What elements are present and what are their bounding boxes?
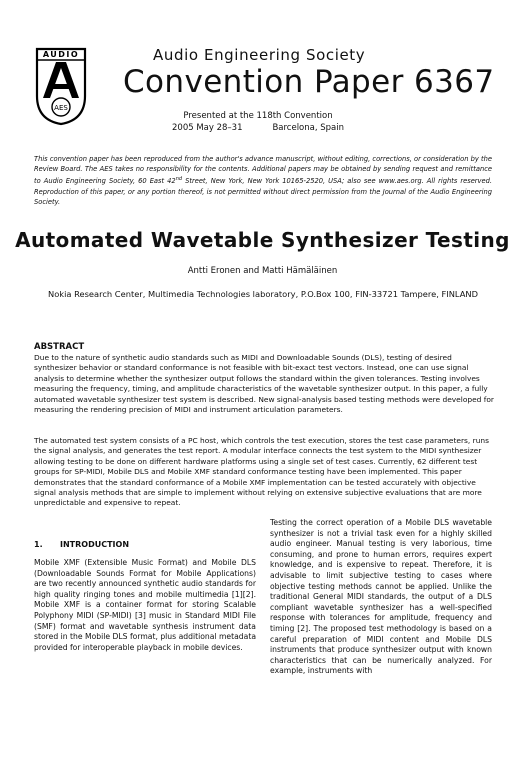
society-name: Audio Engineering Society [153,46,366,64]
abstract-heading: ABSTRACT [34,342,85,352]
paper-affiliation: Nokia Research Center, Multimedia Technologies laboratory, P.O.Box 100, FIN-33721 Tampere, FINLAND [47,289,478,299]
copyright-notice [34,154,492,207]
convention-date: 2005 May 28–31 [172,123,243,133]
logo-top-text: AUDIO [42,50,80,59]
section-number: 1. [34,540,43,549]
intro-column-right: Testing the correct operation of a Mobile DLS wavetable synthesizer is not a trivial task even for a highly skilled audio engineer. Manual testing is very laborious, time consuming, and prone to human errors, requires expert knowledge, and is expensive to repeat. Therefore, it is advisable to limit subjective testing to cases where objective testing methods cannot be applied. Unlike the traditional General MIDI standards, the output of a DLS compliant wavetable synthesizer has a well-specified response with tolerances for amplitude, frequency and timing [2]. The proposed test methodology is based on a careful preparation of MIDI content and Mobile DLS instruments that produce synthesizer output with known characteristics that can be numerically analyzed. For example, instruments with [270,518,492,676]
logo-bottom-text: AES [54,104,68,112]
aes-logo [34,44,88,126]
convention-paper-title: Convention Paper 6367 [123,64,495,100]
abstract-paragraph-2: The automated test system consists of a PC host, which controls the test execution, stores the test case parameters, runs the signal analysis, and generates the test report. A modular interface connects the test system to the MIDI synthesizer allowing testing to be done on different hardware platforms using a single set of test cases. Currently, 62 different test groups for SP-MIDI, Mobile DLS and Mobile XMF standard conformance testing have been implemented. This paper demonstrates that the standard conformance of a Mobile XMF implementation can be tested accurately with objective signal analysis methods that are simple to implement without relying on extensive subjective evaluations that are more unpredictable and expensive to repeat. [34,436,490,508]
presented-at [168,110,348,134]
section-title: INTRODUCTION [60,540,130,549]
section-heading [34,540,129,549]
date-location-line [168,122,348,134]
notice-part1: This convention paper has been reproduced from the author's advance manuscript, without editing, corrections, or consideration by the Review Board. The AES takes no responsibility for the contents. Additional papers may be obtained by sending request and remittance to Audio Engineering Society, 60 East 42 [34,155,492,186]
paper-title: Automated Wavetable Synthesizer Testing [15,228,510,252]
intro-column-left: Mobile XMF (Extensible Music Format) and Mobile DLS (Downloadable Sounds Format for Mobile Applications) are two recently announced synthetic audio standards for high quality ringing tones and mobile multimedia [1][2]. Mobile XMF is a container format for storing Scalable Polyphony MIDI (SP-MIDI) [3] music in Standard MIDI File (SMF) format and wavetable synthesis instrument data stored in the Mobile DLS format, plus additional metadata provided for interoperable playback in mobile devices. [34,558,256,652]
presented-line: Presented at the 118th Convention [183,111,333,121]
notice-part2: Street, New York, New York 10165-2520, USA; also see www.aes.org. All rights reserved. Reproduction of this paper, or any portion thereof, is not permitted without direct permission from the Journal of the Audio Engineering Society. [34,177,492,207]
convention-location: Barcelona, Spain [272,123,344,133]
notice-sup: nd [175,176,183,183]
paper-authors: Antti Eronen and Matti Hämäläinen [187,266,338,276]
abstract-paragraph-1: Due to the nature of synthetic audio standards such as MIDI and Downloadable Sounds (DLS), testing of desired synthesizer behavior or standard conformance is not feasible with bit-exact test vectors. Instead, one can use signal analysis to determine whether the synthesizer output follows the standard within the given tolerances. Testing involves measuring the frequency, timing, and amplitude characteristics of the wavetable synthesizer output. In this paper, a fully automated wavetable synthesizer test system is described. New signal-analysis based testing methods were developed for measuring the rendering precision of MIDI and instrument articulation parameters. [34,353,494,415]
